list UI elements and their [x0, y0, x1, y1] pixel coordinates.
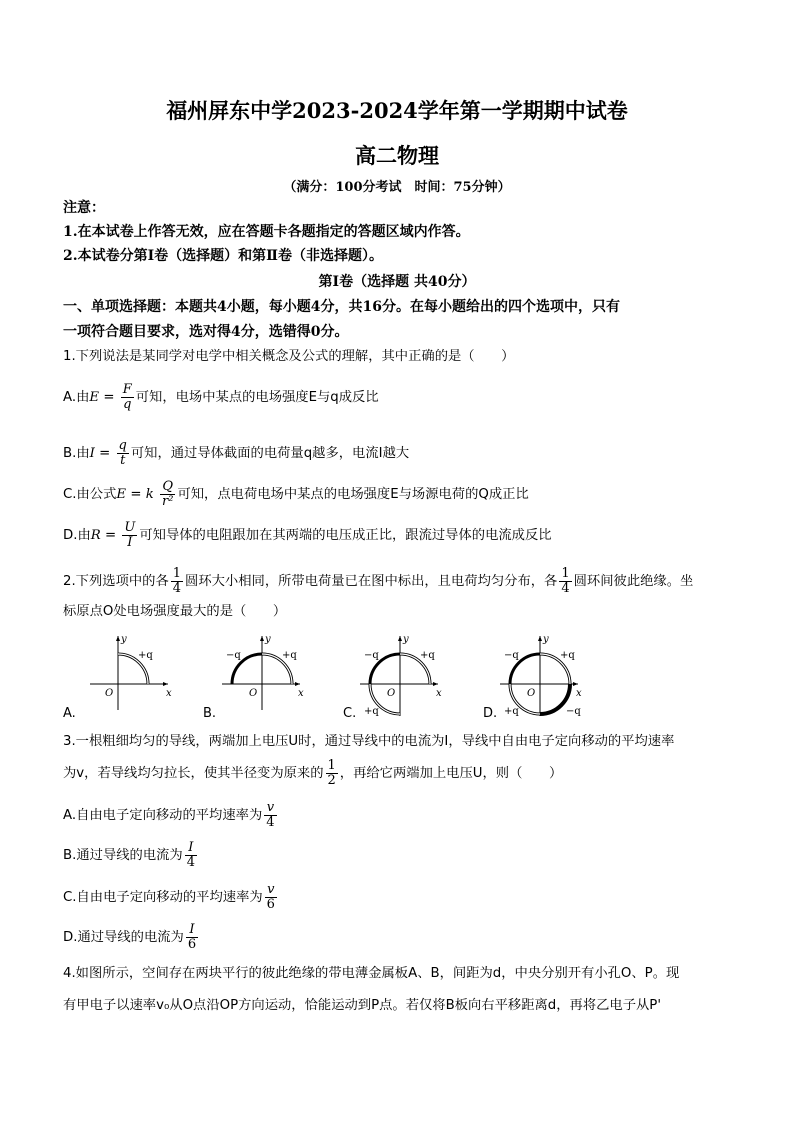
svg-text:+q: +q	[560, 650, 575, 661]
svg-text:x: x	[166, 688, 172, 699]
svg-text:+q: +q	[420, 650, 435, 661]
q3-option-b: B.通过导线的电流为 $\frac{I}{4}$	[63, 839, 196, 870]
q2-stem-line1: 2.下列选项中的各 $\frac{1}{4}$ 圆环大小相同，所带电荷量已在图中标出，且电荷均匀分布，各 $\frac{1}{4}$ 圆环间彼此绝缘。坐	[63, 565, 694, 596]
q2-diagram-a	[80, 630, 180, 720]
q2-label-d: D.	[483, 706, 498, 721]
exam-info: （满分：100分考试 时间：75分钟）	[283, 180, 511, 195]
svg-text:−q: −q	[226, 650, 241, 661]
q2-diagram-d	[490, 630, 590, 720]
q3-option-c: C.自由电子定向移动的平均速率为 $\frac{v}{6}$	[63, 881, 275, 912]
q2-label-c: C.	[343, 706, 357, 721]
svg-text:O: O	[387, 688, 396, 699]
q1-option-b: B.由I = $\frac{q}{t}$ 可知，通过导体截面的电荷量q越多，电流I越大	[63, 437, 410, 468]
q2-diagram-c	[350, 630, 450, 720]
q2-label-a: A.	[63, 706, 76, 721]
svg-text:x: x	[298, 688, 304, 699]
q3-stem-line2: 为v，若导线均匀拉长，使其半径变为原来的 $\frac{1}{2}$ ，再给它两端加上电压U，则（ ）	[63, 757, 563, 788]
q2-diagram-b	[212, 630, 312, 720]
svg-text:O: O	[527, 688, 536, 699]
q3-option-d: D.通过导线的电流为 $\frac{I}{6}$	[63, 921, 197, 952]
q4-line1: 4.如图所示，空间存在两块平行的彼此绝缘的带电薄金属板A、B，间距为d，中央分别开有小孔O、P。现	[63, 966, 680, 981]
q3-stem-line1: 3.一根粗细均匀的导线，两端加上电压U时，通过导线中的电流为I，导线中自由电子定向移动的平均速率	[63, 734, 675, 749]
q1-option-c: C.由公式E = k $\frac{Q}{\text{r²}}$ 可知，点电荷电场中某点的电场强度E与场源电荷的Q成正比	[63, 478, 529, 509]
svg-text:+q: +q	[282, 650, 297, 661]
q1-stem: 1.下列说法是某同学对电学中相关概念及公式的理解，其中正确的是（ ）	[63, 349, 515, 364]
svg-text:−q: −q	[504, 650, 519, 661]
subject-title: 高二物理	[355, 143, 439, 168]
notes-label: 注意：	[63, 200, 105, 216]
section-instructions-2: 一项符合题目要求，选对得4分，选错得0分。	[63, 324, 349, 340]
svg-text:+q: +q	[138, 650, 153, 661]
svg-text:x: x	[576, 688, 582, 699]
note-1: 1.在本试卷上作答无效，应在答题卡各题指定的答题区域内作答。	[63, 224, 470, 240]
svg-text:y: y	[543, 634, 549, 645]
section-instructions-1: 一、单项选择题：本题共4小题，每小题4分，共16分。在每小题给出的四个选项中，只有	[63, 299, 620, 315]
note-2: 2.本试卷分第Ⅰ卷（选择题）和第Ⅱ卷（非选择题）。	[63, 248, 383, 264]
q2-stem-line2: 标原点O处电场强度最大的是（ ）	[63, 604, 287, 619]
q3-option-a: A.自由电子定向移动的平均速率为 $\frac{v}{4}$	[63, 799, 275, 830]
svg-text:−q: −q	[566, 706, 581, 717]
svg-text:y: y	[265, 634, 271, 645]
svg-text:O: O	[105, 688, 114, 699]
q2-label-b: B.	[203, 706, 217, 721]
svg-text:+q: +q	[504, 706, 519, 717]
q1-option-d: D.由R = $\frac{U}{I}$ 可知导体的电阻跟加在其两端的电压成正比，跟流过导体的电流成反比	[63, 519, 552, 550]
svg-text:x: x	[436, 688, 442, 699]
svg-text:−q: −q	[364, 650, 379, 661]
q1-option-a: A.由E = $\frac{F}{q}$ 可知，电场中某点的电场强度E与q成反比	[63, 381, 379, 412]
svg-text:y: y	[403, 634, 409, 645]
svg-text:O: O	[249, 688, 258, 699]
svg-text:+q: +q	[364, 706, 379, 717]
q4-line2: 有甲电子以速率v₀从O点沿OP方向运动，恰能运动到P点。若仅将B板向右平移距离d，再将乙电子从P'	[63, 998, 661, 1013]
exam-title: 福州屏东中学2023-2024学年第一学期期中试卷	[166, 98, 628, 123]
part1-heading: 第Ⅰ卷（选择题 共40分）	[318, 274, 476, 290]
svg-text:y: y	[121, 634, 127, 645]
